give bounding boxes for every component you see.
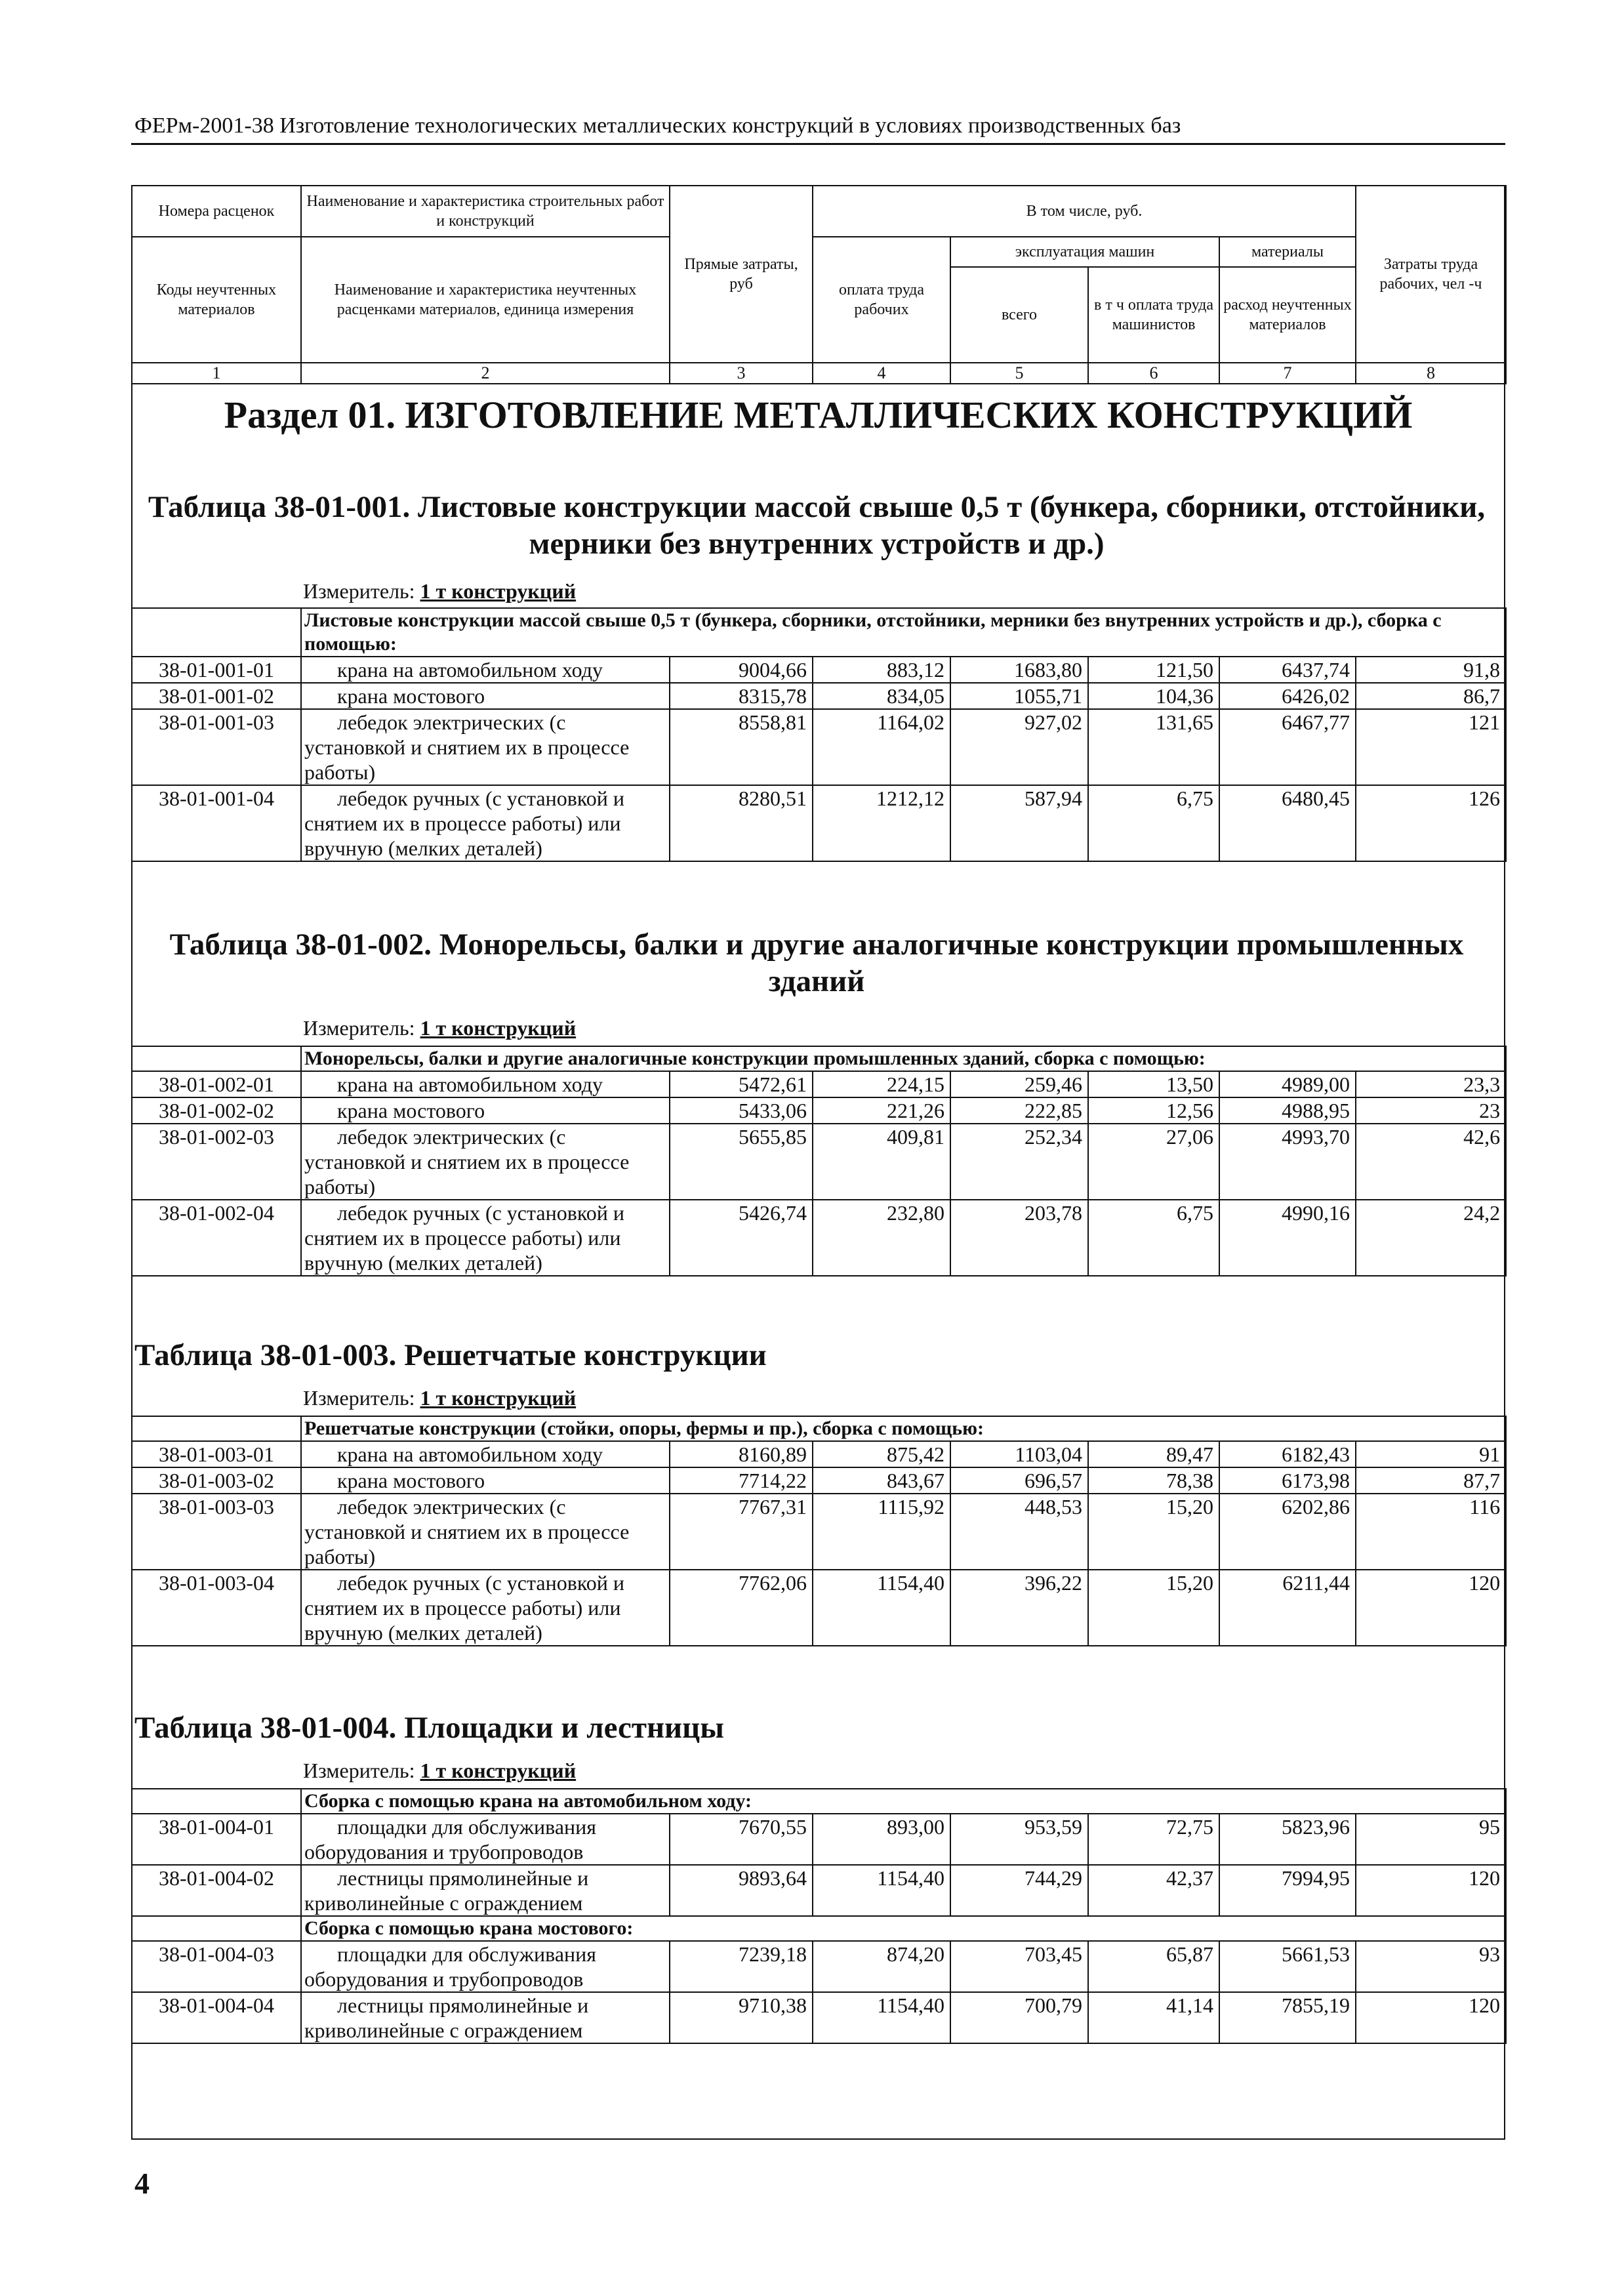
labor-costs: 120 [1356,1570,1506,1646]
table-row [132,1814,1506,1865]
direct-costs: 5426,74 [670,1200,813,1276]
operator-wages: 65,87 [1088,1941,1219,1992]
machine-costs: 587,94 [950,785,1088,861]
table-row [132,1494,1506,1570]
operator-wages: 6,75 [1088,785,1219,861]
materials-costs: 5661,53 [1219,1941,1356,1992]
machines-header: эксплуатация машин [950,237,1219,267]
materials-costs: 4988,95 [1219,1097,1356,1124]
rate-code: 38-01-002-04 [132,1200,301,1276]
work-name [301,657,670,683]
materials-costs: 6437,74 [1219,657,1356,683]
worker-wages: 834,05 [813,683,950,709]
rate-code: 38-01-004-01 [132,1814,301,1865]
operator-wages: 6,75 [1088,1200,1219,1276]
rates-table [131,607,1507,862]
materials-costs: 5823,96 [1219,1814,1356,1865]
work-name [301,1494,670,1570]
table-title: Таблица 38-01-003. Решетчатые конструкции [134,1338,767,1372]
worker-wages: 1212,12 [813,785,950,861]
labor-costs: 93 [1356,1941,1506,1992]
col6-header: в т ч оплата труда машинистов [1088,267,1219,363]
col-number: 2 [301,363,670,384]
work-name [301,709,670,785]
labor-costs: 24,2 [1356,1200,1506,1276]
table-meter [303,1385,576,1410]
materials-costs: 4989,00 [1219,1071,1356,1097]
work-name-text: лебедок ручных (с установкой и снятием их в процессе работы) или вручную (мелких деталей) [304,786,624,860]
materials-costs: 6426,02 [1219,683,1356,709]
worker-wages: 875,42 [813,1441,950,1467]
direct-costs: 7762,06 [670,1570,813,1646]
worker-wages: 893,00 [813,1814,950,1865]
materials-costs: 6173,98 [1219,1467,1356,1494]
work-name [301,1941,670,1992]
work-name [301,1124,670,1200]
worker-wages: 232,80 [813,1200,950,1276]
work-name [301,1071,670,1097]
machine-costs: 396,22 [950,1570,1088,1646]
operator-wages: 15,20 [1088,1494,1219,1570]
labor-costs: 120 [1356,1992,1506,2043]
subheader-blank [132,608,301,657]
meter-label: Измеритель: [303,1759,415,1782]
table-title: Таблица 38-01-004. Площадки и лестницы [134,1711,724,1745]
meter-value: 1 т конструкций [420,1386,577,1410]
table-row [132,1467,1506,1494]
table-title: Таблица 38-01-001. Листовые конструкции массой свыше 0,5 т (бункера, сборники, отстойники, мерники без внутренних устройств и др.) [148,490,1486,561]
rate-code: 38-01-004-04 [132,1992,301,2043]
direct-costs: 9004,66 [670,657,813,683]
worker-wages: 221,26 [813,1097,950,1124]
operator-wages: 12,56 [1088,1097,1219,1124]
col-number: 3 [670,363,813,384]
direct-costs: 8280,51 [670,785,813,861]
machine-costs: 696,57 [950,1467,1088,1494]
work-name-text: площадки для обслуживания оборудования и трубопроводов [304,1815,596,1864]
col2-bottom-header: Наименование и характеристика неучтенных расценками материалов, единица измерения [301,237,670,363]
meter-label: Измеритель: [303,1386,415,1410]
rate-code: 38-01-003-01 [132,1441,301,1467]
table-row [132,1570,1506,1646]
worker-wages: 843,67 [813,1467,950,1494]
subheader-blank [132,1916,301,1941]
table-row [132,1992,1506,2043]
col-number: 6 [1088,363,1219,384]
rate-code: 38-01-001-04 [132,785,301,861]
rates-table [131,1046,1507,1276]
operator-wages: 121,50 [1088,657,1219,683]
labor-costs: 126 [1356,785,1506,861]
col3-header: Прямые затраты, руб [670,186,813,363]
materials-costs: 4990,16 [1219,1200,1356,1276]
labor-costs: 95 [1356,1814,1506,1865]
work-name [301,1865,670,1916]
work-name-text: лебедок электрических (с установкой и снятием их в процессе работы) [304,1495,630,1568]
rate-code: 38-01-003-04 [132,1570,301,1646]
page-number: 4 [134,2167,150,2200]
direct-costs: 9710,38 [670,1992,813,2043]
work-name [301,1441,670,1467]
table-title: Таблица 38-01-002. Монорельсы, балки и другие аналогичные конструкции промышленных зданий [169,928,1464,998]
work-name-text: лебедок ручных (с установкой и снятием их в процессе работы) или вручную (мелких деталей) [304,1201,624,1275]
labor-costs: 23,3 [1356,1071,1506,1097]
work-name [301,1570,670,1646]
work-name [301,1200,670,1276]
table-meter [303,1758,576,1783]
group-subheader: Решетчатые конструкции (стойки, опоры, фермы и пр.), сборка с помощью: [301,1416,1506,1441]
column-header-table [131,185,1507,384]
worker-wages: 1154,40 [813,1992,950,2043]
rate-code: 38-01-001-02 [132,683,301,709]
meter-label: Измеритель: [303,579,415,603]
meter-value: 1 т конструкций [420,579,577,603]
materials-costs: 7855,19 [1219,1992,1356,2043]
work-name-text: крана на автомобильном ходу [337,1072,603,1096]
table-row [132,1124,1506,1200]
table-row [132,1865,1506,1916]
table-row [132,709,1506,785]
direct-costs: 7239,18 [670,1941,813,1992]
table-row [132,1097,1506,1124]
table-row [132,1071,1506,1097]
rate-code: 38-01-004-03 [132,1941,301,1992]
worker-wages: 1164,02 [813,709,950,785]
table-row [132,1941,1506,1992]
group-subheader: Листовые конструкции массой свыше 0,5 т (бункера, сборники, отстойники, мерники без внутренних устройств и др.), сборка с помощью: [301,608,1506,657]
direct-costs: 5433,06 [670,1097,813,1124]
materials-costs: 6202,86 [1219,1494,1356,1570]
operator-wages: 78,38 [1088,1467,1219,1494]
col-number: 1 [132,363,301,384]
work-name [301,683,670,709]
rates-table [131,1788,1507,2044]
rate-code: 38-01-002-02 [132,1097,301,1124]
rate-code: 38-01-004-02 [132,1865,301,1916]
table-row [132,657,1506,683]
labor-costs: 121 [1356,709,1506,785]
materials-costs: 4993,70 [1219,1124,1356,1200]
work-name-text: лебедок электрических (с установкой и снятием их в процессе работы) [304,710,630,784]
work-name-text: крана мостового [337,1469,485,1492]
materials-costs: 6467,77 [1219,709,1356,785]
col1-bottom-header: Коды неучтенных материалов [132,237,301,363]
rate-code: 38-01-003-03 [132,1494,301,1570]
materials-costs: 7994,95 [1219,1865,1356,1916]
machine-costs: 927,02 [950,709,1088,785]
col-number: 5 [950,363,1088,384]
col-number: 8 [1356,363,1506,384]
worker-wages: 883,12 [813,657,950,683]
operator-wages: 131,65 [1088,709,1219,785]
work-name-text: крана на автомобильном ходу [337,1442,603,1466]
col5-header: всего [950,267,1088,363]
meter-value: 1 т конструкций [420,1016,577,1040]
machine-costs: 222,85 [950,1097,1088,1124]
operator-wages: 72,75 [1088,1814,1219,1865]
work-name-text: лебедок электрических (с установкой и снятием их в процессе работы) [304,1125,630,1198]
machine-costs: 259,46 [950,1071,1088,1097]
col2-top-header: Наименование и характеристика строительных работ и конструкций [301,186,670,237]
work-name-text: площадки для обслуживания оборудования и трубопроводов [304,1942,596,1991]
col-number: 4 [813,363,950,384]
machine-costs: 703,45 [950,1941,1088,1992]
subheader-blank [132,1416,301,1441]
machine-costs: 1683,80 [950,657,1088,683]
direct-costs: 8315,78 [670,683,813,709]
labor-costs: 42,6 [1356,1124,1506,1200]
operator-wages: 13,50 [1088,1071,1219,1097]
including-header: В том числе, руб. [813,186,1356,237]
labor-costs: 91 [1356,1441,1506,1467]
work-name [301,1814,670,1865]
group-subheader: Сборка с помощью крана на автомобильном ходу: [301,1789,1506,1814]
direct-costs: 5472,61 [670,1071,813,1097]
rate-code: 38-01-002-03 [132,1124,301,1200]
materials-costs: 6182,43 [1219,1441,1356,1467]
operator-wages: 104,36 [1088,683,1219,709]
work-name [301,1097,670,1124]
table-meter [303,579,576,603]
work-name-text: крана мостового [337,684,485,708]
work-name [301,1992,670,2043]
materials-costs: 6480,45 [1219,785,1356,861]
work-name-text: лестницы прямолинейные и криволинейные с ограждением [304,1866,589,1915]
rates-table [131,1416,1507,1646]
subheader-blank [132,1789,301,1814]
work-name-text: лестницы прямолинейные и криволинейные с ограждением [304,1993,589,2042]
table-meter [303,1015,576,1040]
table-row [132,1200,1506,1276]
direct-costs: 7767,31 [670,1494,813,1570]
labor-costs: 116 [1356,1494,1506,1570]
machine-costs: 448,53 [950,1494,1088,1570]
operator-wages: 15,20 [1088,1570,1219,1646]
work-name [301,785,670,861]
worker-wages: 224,15 [813,1071,950,1097]
labor-costs: 87,7 [1356,1467,1506,1494]
col1-top-header: Номера расценок [132,186,301,237]
worker-wages: 1154,40 [813,1570,950,1646]
col4-header: оплата труда рабочих [813,237,950,363]
page-header: ФЕРм-2001-38 Изготовление технологических металлических конструкций в условиях производственных баз [134,113,1181,138]
header-rule [131,143,1505,145]
materials-header: материалы [1219,237,1356,267]
meter-value: 1 т конструкций [420,1759,577,1782]
meter-label: Измеритель: [303,1016,415,1040]
rate-code: 38-01-001-03 [132,709,301,785]
machine-costs: 700,79 [950,1992,1088,2043]
subheader-blank [132,1046,301,1071]
labor-costs: 120 [1356,1865,1506,1916]
table-row [132,683,1506,709]
direct-costs: 8558,81 [670,709,813,785]
machine-costs: 252,34 [950,1124,1088,1200]
materials-costs: 6211,44 [1219,1570,1356,1646]
direct-costs: 9893,64 [670,1865,813,1916]
operator-wages: 89,47 [1088,1441,1219,1467]
table-row [132,1441,1506,1467]
machine-costs: 1055,71 [950,683,1088,709]
operator-wages: 41,14 [1088,1992,1219,2043]
work-name-text: крана на автомобильном ходу [337,658,603,682]
worker-wages: 874,20 [813,1941,950,1992]
rate-code: 38-01-001-01 [132,657,301,683]
group-subheader: Монорельсы, балки и другие аналогичные конструкции промышленных зданий, сборка с помощью: [301,1046,1506,1071]
machine-costs: 744,29 [950,1865,1088,1916]
operator-wages: 42,37 [1088,1865,1219,1916]
rate-code: 38-01-002-01 [132,1071,301,1097]
operator-wages: 27,06 [1088,1124,1219,1200]
direct-costs: 7670,55 [670,1814,813,1865]
work-name-text: лебедок ручных (с установкой и снятием их в процессе работы) или вручную (мелких деталей) [304,1571,624,1644]
direct-costs: 8160,89 [670,1441,813,1467]
col8-header: Затраты труда рабочих, чел -ч [1356,186,1506,363]
labor-costs: 91,8 [1356,657,1506,683]
worker-wages: 1115,92 [813,1494,950,1570]
table-row [132,785,1506,861]
direct-costs: 7714,22 [670,1467,813,1494]
machine-costs: 953,59 [950,1814,1088,1865]
worker-wages: 1154,40 [813,1865,950,1916]
rate-code: 38-01-003-02 [132,1467,301,1494]
group-subheader: Сборка с помощью крана мостового: [301,1916,1506,1941]
labor-costs: 86,7 [1356,683,1506,709]
machine-costs: 1103,04 [950,1441,1088,1467]
col7-header: расход неучтенных материалов [1219,267,1356,363]
work-name [301,1467,670,1494]
machine-costs: 203,78 [950,1200,1088,1276]
labor-costs: 23 [1356,1097,1506,1124]
section-title: Раздел 01. ИЗГОТОВЛЕНИЕ МЕТАЛЛИЧЕСКИХ КОНСТРУКЦИЙ [224,394,1413,436]
direct-costs: 5655,85 [670,1124,813,1200]
col-number: 7 [1219,363,1356,384]
work-name-text: крана мостового [337,1099,485,1122]
worker-wages: 409,81 [813,1124,950,1200]
